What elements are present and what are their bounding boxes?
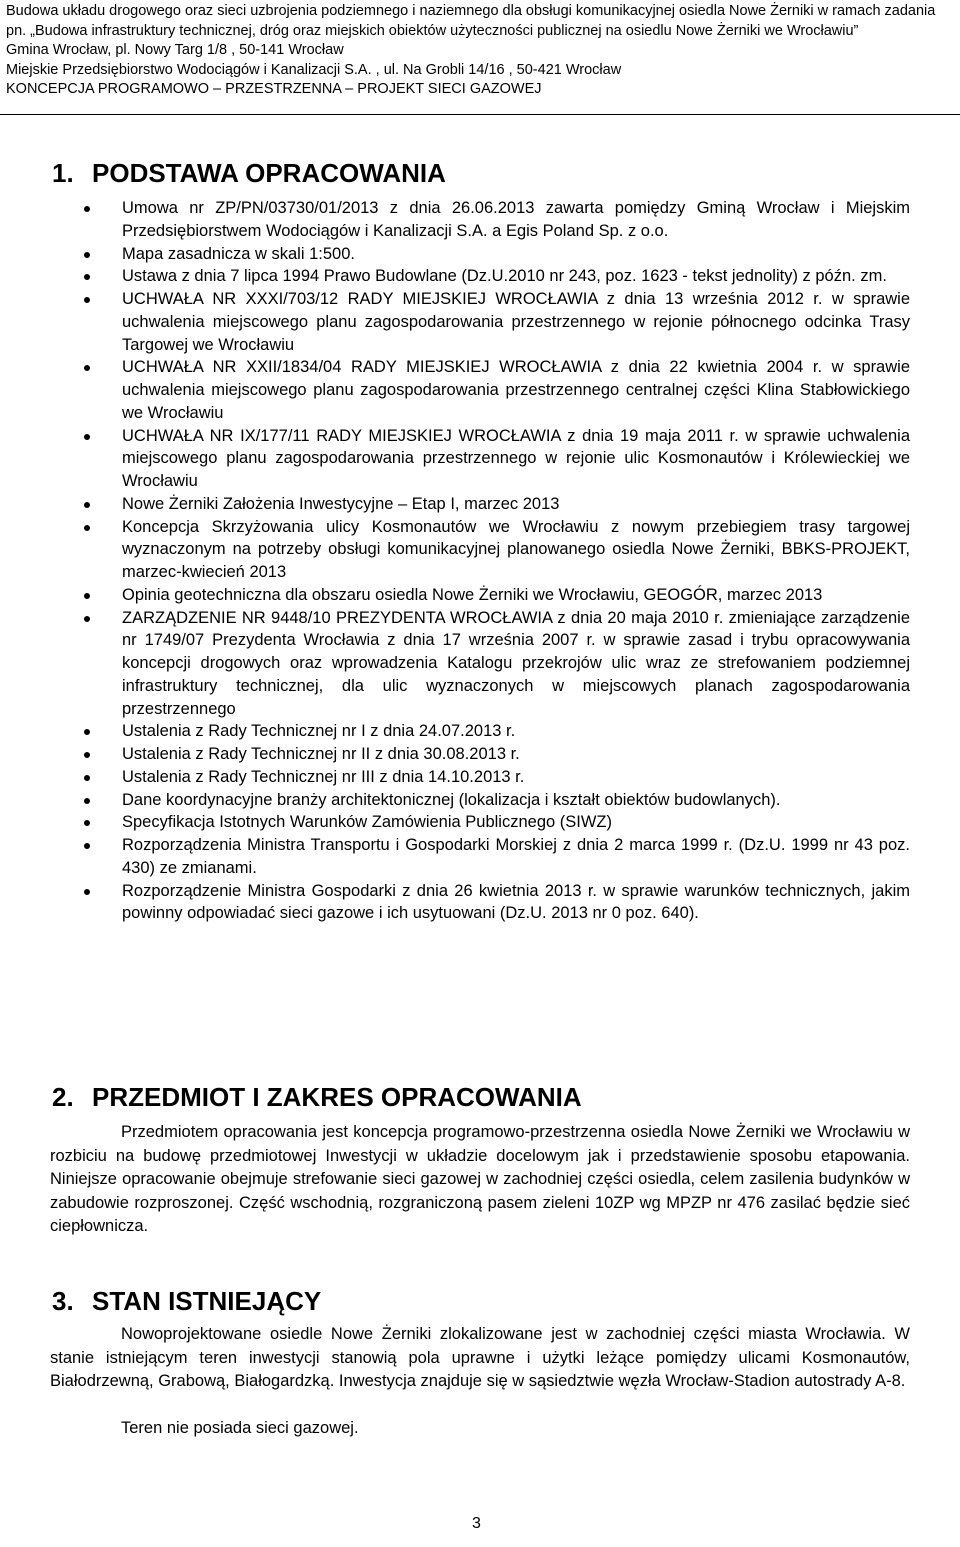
list-item-text: Specyfikacja Istotnych Warunków Zamówienia Publicznego (SIWZ) — [122, 813, 612, 832]
list-item-text: Nowe Żerniki Założenia Inwestycyjne – Etap I, marzec 2013 — [122, 494, 560, 513]
list-item — [0, 811, 910, 834]
header-co-investor: Miejskie Przedsiębiorstwo Wodociągów i Kanalizacji S.A. , ul. Na Grobli 14/16 , 50-421 Wrocław — [6, 61, 622, 78]
list-item-text: Ustawa z dnia 7 lipca 1994 Prawo Budowlane (Dz.U.2010 nr 243, poz. 1623 - tekst jednolity) z późn. zm. — [122, 267, 887, 286]
header-document-type: KONCEPCJA PROGRAMOWO – PRZESTRZENNA – PROJEKT SIECI GAZOWEJ — [6, 81, 542, 97]
list-item-text: Ustalenia z Rady Technicznej nr I z dnia 24.07.2013 r. — [122, 722, 516, 741]
bullet-icon — [84, 434, 90, 440]
section-title: PODSTAWA OPRACOWANIA — [92, 158, 446, 188]
section-3-heading — [52, 1286, 321, 1316]
section-1-heading — [52, 158, 446, 188]
document-header — [6, 2, 956, 100]
bullet-icon — [84, 365, 90, 371]
reference-list — [0, 197, 960, 925]
list-item-text: Mapa zasadnicza w skali 1:500. — [122, 244, 355, 263]
list-item — [0, 356, 910, 424]
list-item — [0, 743, 910, 766]
list-item — [0, 880, 910, 926]
section-number: 2. — [52, 1082, 74, 1112]
section-2-heading — [52, 1082, 582, 1112]
list-item — [0, 493, 910, 516]
bullet-icon — [84, 252, 90, 258]
list-item-text: UCHWAŁA NR IX/177/11 RADY MIEJSKIEJ WROCŁAWIA z dnia 19 maja 2011 r. w sprawie uchwalenia miejscowego planu zagospodarowania przestrzennego w rejonie ulic Kosmonautów i Królewieckiej we Wrocławiu — [122, 426, 910, 490]
bullet-icon — [84, 889, 90, 895]
bullet-icon — [84, 593, 90, 599]
bullet-icon — [84, 206, 90, 212]
section-number: 3. — [52, 1286, 74, 1316]
header-project-title: Budowa układu drogowego oraz sieci uzbrojenia podziemnego i naziemnego dla obsługi komunikacyjnej osiedla Nowe Żerniki w ramach zadania pn. „Budowa infrastruktury technicznej, dróg oraz miejskich obiektów użyteczności publicznej na osiedlu Nowe Żerniki we Wrocławiu” — [6, 3, 936, 39]
bullet-icon — [84, 502, 90, 508]
list-item — [0, 607, 910, 721]
list-item-text: Koncepcja Skrzyżowania ulicy Kosmonautów we Wrocławiu z nowym przebiegiem trasy targowej wyznaczonym na potrzeby obsługi komunikacyjnej planowanego osiedla Nowe Żerniki, BBKS-PROJEKT, marzec-kwiecień 2013 — [122, 517, 910, 581]
list-item-text: Ustalenia z Rady Technicznej nr II z dnia 30.08.2013 r. — [122, 745, 520, 763]
page-number: 3 — [472, 1515, 481, 1532]
bullet-icon — [84, 775, 90, 781]
list-item — [0, 288, 910, 356]
list-item-text: Umowa nr ZP/PN/03730/01/2013 z dnia 26.06.2013 zawarta pomiędzy Gminą Wrocław i Miejskim Przedsiębiorstwem Wodociągów i Kanalizacji S.A. a Egis Poland Sp. z o.o. — [122, 199, 910, 240]
bullet-icon — [84, 820, 90, 826]
list-item-text: UCHWAŁA NR XXXI/703/12 RADY MIEJSKIEJ WROCŁAWIA z dnia 13 września 2012 r. w sprawie uchwalenia miejscowego planu zagospodarowania przestrzennego w rejonie północnego odcinka Trasy Targowej we Wrocławiu — [122, 290, 910, 354]
section-2-paragraph: Przedmiotem opracowania jest koncepcja programowo-przestrzenna osiedla Nowe Żerniki we Wrocławiu w rozbiciu na budowę przedmiotowej Inwestycji w układzie docelowym jak i przedstawienie sposobu etapowania. Niniejsze opracowanie obejmuje strefowanie sieci gazowej w zachodniej części osiedla, celem zasilenia budynków w zabudowie rozproszonej. Część wschodnią, rozgraniczoną pasem zieleni 10ZP wg MPZP nr 476 zasilać będzie sieć ciepłownicza. — [50, 1123, 910, 1236]
list-item — [0, 265, 910, 288]
list-item — [0, 243, 910, 266]
list-item-text: Ustalenia z Rady Technicznej nr III z dnia 14.10.2013 r. — [122, 767, 525, 786]
section-3-note: Teren nie posiada sieci gazowej. — [121, 1419, 359, 1437]
list-item-text: Rozporządzenie Ministra Gospodarki z dnia 26 kwietnia 2013 r. w sprawie warunków technicznych, jakim powinny odpowiadać sieci gazowe i ich usytuowani (Dz.U. 2013 nr 0 poz. 640). — [122, 881, 910, 923]
section-3-paragraph: Nowoprojektowane osiedle Nowe Żerniki zlokalizowane jest w zachodniej części miasta Wrocławia. W stanie istniejącym teren inwestycji stanowią pola uprawne i użytki leżące pomiędzy ulicami Kosmonautów, Białodrzewną, Grabową, Białogardzką. Inwestycja znajduje się w sąsiedztwie węzła Wrocław-Stadion autostrady A-8. — [50, 1325, 910, 1391]
list-item-text: ZARZĄDZENIE NR 9448/10 PREZYDENTA WROCŁAWIA z dnia 20 maja 2010 r. zmieniające zarządzenie nr 1749/07 Prezydenta Wrocławia z dnia 17 września 2007 r. w sprawie zasad i trybu opracowywania koncepcji drogowych oraz wprowadzenia Katalogu przekrojów ulic wraz ze strefowaniem podziemnej infrastruktury technicznej, dla ulic wyznaczonych w miejscowych planach zagospodarowania przestrzennego — [122, 608, 910, 718]
bullet-icon — [84, 297, 90, 303]
list-item-text: UCHWAŁA NR XXII/1834/04 RADY MIEJSKIEJ WROCŁAWIA z dnia 22 kwietnia 2004 r. w sprawie uchwalenia miejscowego planu zagospodarowania przestrzennego centralnej części Klina Stabłowickiego we Wrocławiu — [122, 358, 910, 422]
header-divider — [0, 114, 960, 115]
list-item-text: Dane koordynacyjne branży architektonicznej (lokalizacja i kształt obiektów budowlanych). — [122, 790, 781, 809]
bullet-icon — [84, 729, 90, 735]
list-item-text: Rozporządzenia Ministra Transportu i Gospodarki Morskiej z dnia 2 marca 1999 r. (Dz.U. 1999 nr 43 poz. 430) ze zmianami. — [122, 836, 910, 877]
section-title: STAN ISTNIEJĄCY — [92, 1286, 322, 1316]
list-item — [0, 516, 910, 584]
bullet-icon — [84, 616, 90, 622]
list-item — [0, 789, 910, 812]
list-item — [0, 766, 910, 789]
bullet-icon — [84, 752, 90, 758]
section-title: PRZEDMIOT I ZAKRES OPRACOWANIA — [92, 1082, 582, 1112]
list-item — [0, 584, 910, 607]
list-item — [0, 834, 910, 880]
bullet-icon — [84, 843, 90, 849]
list-item — [0, 425, 910, 493]
section-number: 1. — [52, 158, 74, 188]
list-item-text: Opinia geotechniczna dla obszaru osiedla Nowe Żerniki we Wrocławiu, GEOGÓR, marzec 2013 — [122, 585, 823, 604]
bullet-icon — [84, 798, 90, 804]
bullet-icon — [84, 525, 90, 531]
list-item — [0, 197, 910, 243]
list-item — [0, 720, 910, 743]
bullet-icon — [84, 274, 90, 280]
header-investor: Gmina Wrocław, pl. Nowy Targ 1/8 , 50-141 Wrocław — [6, 42, 344, 58]
